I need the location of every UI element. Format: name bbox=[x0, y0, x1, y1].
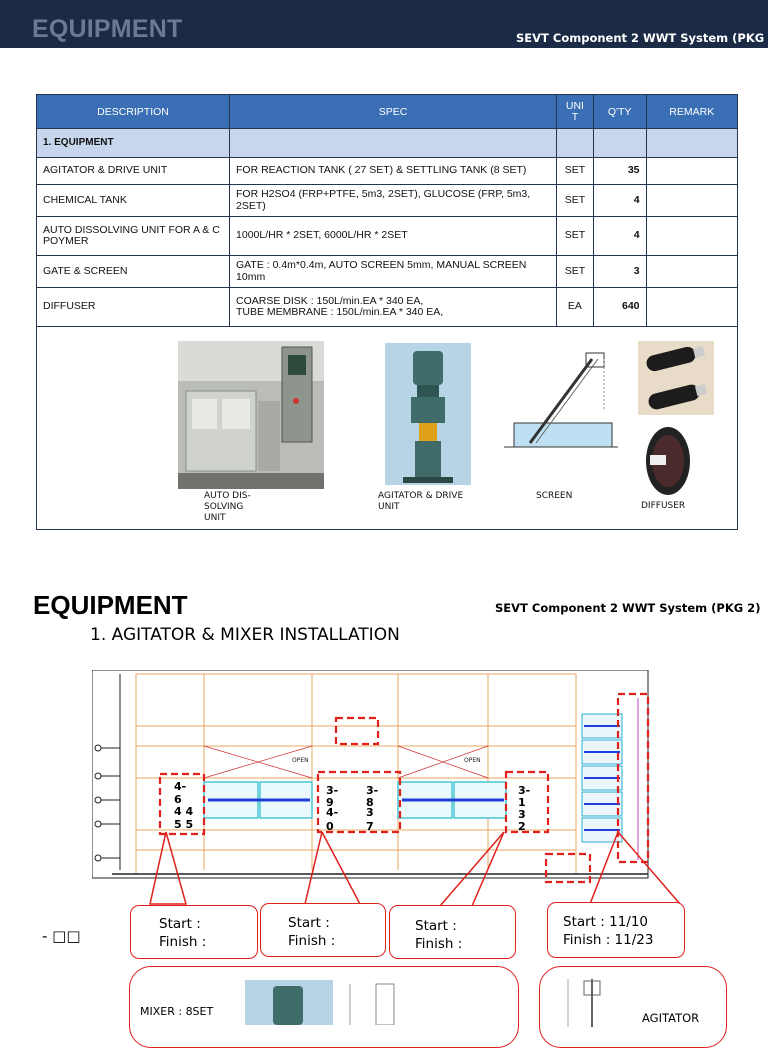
mixer-drawing bbox=[340, 980, 426, 1025]
diffuser-tube-photo bbox=[638, 341, 714, 415]
system-label: SEVT Component 2 WWT System (PKG bbox=[516, 31, 765, 45]
agitator-photo bbox=[385, 343, 471, 485]
section-system-label: SEVT Component 2 WWT System (PKG 2) bbox=[495, 601, 761, 615]
agitator-label: AGITATOR bbox=[642, 1011, 700, 1025]
header-unit: UNI T bbox=[557, 95, 594, 129]
leader-lines bbox=[0, 830, 768, 910]
row-remark bbox=[646, 288, 737, 327]
row-desc: GATE & SCREEN bbox=[37, 256, 230, 288]
row-desc: CHEMICAL TANK bbox=[37, 185, 230, 217]
callout-finish: Finish : bbox=[288, 933, 336, 949]
row-spec: FOR H2SO4 (FRP+PTFE, 5m3, 2SET), GLUCOSE (FRP, 5m3, 2SET) bbox=[230, 185, 557, 217]
callout-1 bbox=[130, 905, 258, 959]
section-title: EQUIPMENT bbox=[33, 590, 188, 620]
open-label: OPEN bbox=[292, 757, 309, 764]
row-qty: 640 bbox=[593, 288, 646, 327]
table-row bbox=[37, 288, 738, 327]
agitator-drawing bbox=[564, 977, 620, 1027]
caption-screen: SCREEN bbox=[536, 491, 573, 501]
tank-number-c: 3-1 3 2 bbox=[518, 784, 531, 833]
header-spec: SPEC bbox=[230, 95, 557, 129]
row-desc: AUTO DISSOLVING UNIT FOR A & C POYMER bbox=[37, 217, 230, 256]
equipment-table bbox=[36, 94, 738, 530]
bullet-text: - □□ bbox=[42, 927, 81, 945]
diffuser-disk-photo bbox=[638, 423, 692, 499]
callout-start: Start : bbox=[159, 916, 201, 932]
row-remark bbox=[646, 185, 737, 217]
caption-dissolving: AUTO DIS- SOLVING UNIT bbox=[204, 491, 251, 523]
section-row bbox=[37, 129, 738, 158]
section-subtitle: 1. AGITATOR & MIXER INSTALLATION bbox=[90, 625, 400, 645]
row-spec: GATE : 0.4m*0.4m, AUTO SCREEN 5mm, MANUAL SCREEN 10mm bbox=[230, 256, 557, 288]
row-unit: SET bbox=[557, 185, 594, 217]
row-spec: COARSE DISK : 150L/min.EA * 340 EA, TUBE MEMBRANE : 150L/min.EA * 340 EA, bbox=[230, 288, 557, 327]
callout-start: Start : bbox=[288, 915, 330, 931]
table-row bbox=[37, 185, 738, 217]
table-row bbox=[37, 217, 738, 256]
caption-diffuser: DIFFUSER bbox=[641, 501, 686, 511]
open-label: OPEN bbox=[464, 757, 481, 764]
caption-agitator: AGITATOR & DRIVE UNIT bbox=[378, 491, 464, 512]
header-qty: Q'TY bbox=[593, 95, 646, 129]
screen-drawing bbox=[500, 351, 622, 451]
callout-finish: Finish : bbox=[415, 936, 463, 952]
row-remark bbox=[646, 256, 737, 288]
agitator-callout bbox=[539, 966, 727, 1048]
callout-4 bbox=[547, 902, 685, 958]
callout-2 bbox=[260, 903, 386, 957]
image-row bbox=[37, 327, 738, 530]
row-qty: 4 bbox=[593, 185, 646, 217]
mixer-photo bbox=[245, 980, 333, 1025]
tank-number-a: 4-6 4 4 5 5 bbox=[174, 780, 194, 831]
row-spec: 1000L/HR * 2SET, 6000L/HR * 2SET bbox=[230, 217, 557, 256]
row-qty: 4 bbox=[593, 217, 646, 256]
table-row bbox=[37, 158, 738, 185]
dissolving-unit-photo bbox=[178, 341, 324, 489]
row-remark bbox=[646, 217, 737, 256]
row-qty: 3 bbox=[593, 256, 646, 288]
callout-finish: Finish : 11/23 bbox=[563, 932, 654, 948]
section-label: 1. EQUIPMENT bbox=[37, 129, 230, 158]
row-qty: 35 bbox=[593, 158, 646, 185]
table-header-row bbox=[37, 95, 738, 129]
header-description: DESCRIPTION bbox=[37, 95, 230, 129]
callout-finish: Finish : bbox=[159, 934, 207, 950]
header-remark: REMARK bbox=[646, 95, 737, 129]
callout-start: Start : bbox=[415, 918, 457, 934]
callout-start: Start : 11/10 bbox=[563, 914, 649, 930]
page-title: EQUIPMENT bbox=[32, 15, 183, 43]
callout-3 bbox=[389, 905, 516, 959]
row-unit: SET bbox=[557, 256, 594, 288]
table-row bbox=[37, 256, 738, 288]
mixer-label: MIXER : 8SET bbox=[140, 1005, 214, 1018]
header-bar bbox=[0, 0, 768, 48]
row-desc: DIFFUSER bbox=[37, 288, 230, 327]
mixer-callout bbox=[129, 966, 519, 1048]
row-unit: SET bbox=[557, 158, 594, 185]
tank-number-b: 3-9 4-0 3-8 3 7 bbox=[326, 784, 379, 833]
row-remark bbox=[646, 158, 737, 185]
row-unit: SET bbox=[557, 217, 594, 256]
row-spec: FOR REACTION TANK ( 27 SET) & SETTLING TANK (8 SET) bbox=[230, 158, 557, 185]
row-desc: AGITATOR & DRIVE UNIT bbox=[37, 158, 230, 185]
row-unit: EA bbox=[557, 288, 594, 327]
